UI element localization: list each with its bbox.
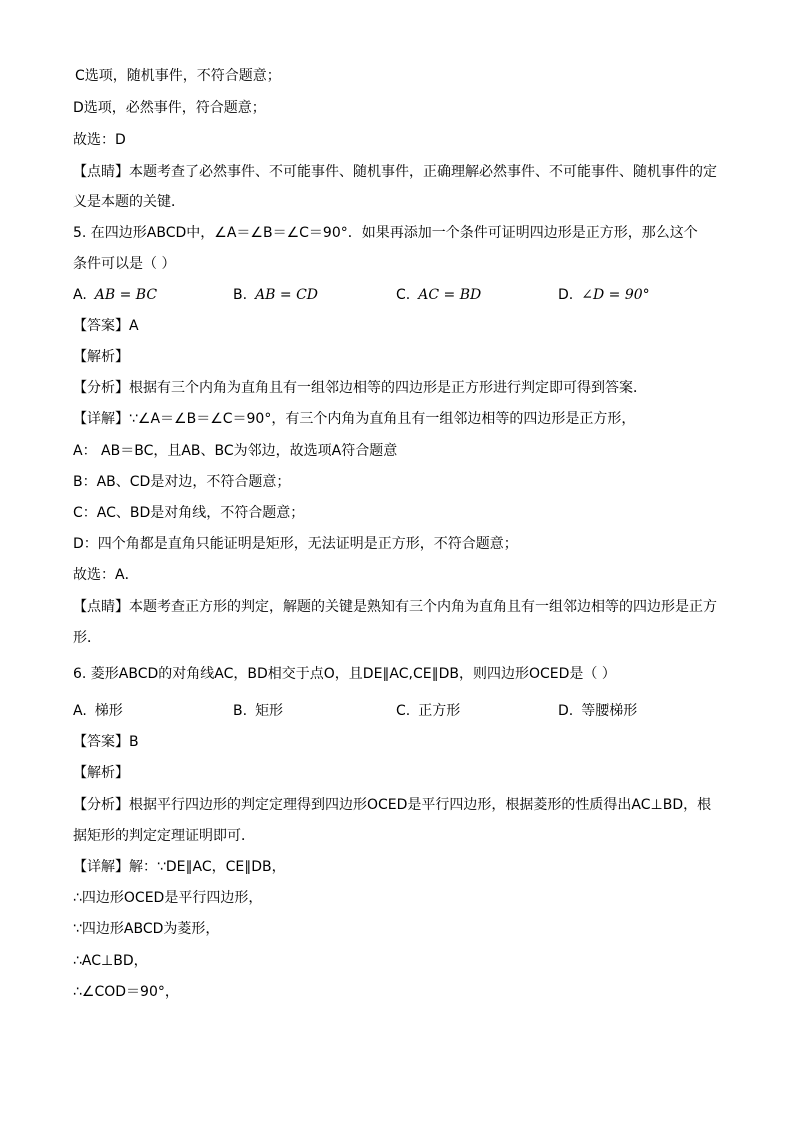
question-6-options: [73, 701, 733, 721]
question-5-line1: 5. 在四边形ABCD中，∠A＝∠B＝∠C＝90°．如果再添加一个条件可证明四边形是正方形，那么这个: [73, 225, 698, 241]
q6-option-c: [396, 701, 460, 721]
comment-previous-line1: 【点睛】本题考查了必然事件、不可能事件、随机事件，正确理解必然事件、不可能事件、随机事件的定: [73, 164, 717, 180]
question-5-options: [73, 285, 733, 305]
q6-option-a: [73, 701, 123, 721]
q5-analysis-heading: 【解析】: [73, 349, 129, 365]
q6-detail: 【详解】解：∵DE∥AC，CE∥DB，: [73, 859, 286, 875]
q5-option-d-text: ∠D = 90°: [581, 287, 650, 303]
q5-option-b: [233, 285, 318, 305]
q6-option-d-label: D.: [558, 703, 574, 719]
q6-analysis-line1: 【分析】根据平行四边形的判定定理得到四边形OCED是平行四边形，根据菱形的性质得出AC⊥BD，根: [73, 797, 712, 813]
q5-detail-a: A： AB＝BC，且AB、BC为邻边，故选项A符合题意: [73, 443, 398, 459]
q6-step-1: ∴四边形OCED是平行四边形，: [73, 890, 263, 906]
q6-analysis-heading: 【解析】: [73, 765, 129, 781]
q5-answer: 【答案】A: [73, 318, 139, 334]
q5-option-a: [73, 285, 157, 305]
q6-answer: 【答案】B: [73, 734, 139, 750]
q5-option-d: [558, 285, 650, 305]
option-c-explanation: C选项，随机事件，不符合题意；: [75, 68, 281, 84]
q5-detail-d: D：四个角都是直角只能证明是矩形，无法证明是正方形，不符合题意；: [73, 536, 518, 552]
question-6-line1: 6. 菱形ABCD的对角线AC，BD相交于点O，且DE∥AC,CE∥DB，则四边形OCED是（ ）: [73, 666, 616, 682]
q5-detail-b: B：AB、CD是对边，不符合题意；: [73, 474, 291, 490]
q5-option-d-label: D.: [558, 287, 574, 303]
q6-step-4: ∴∠COD＝90°，: [73, 984, 179, 1000]
q6-option-c-label: C.: [396, 703, 411, 719]
q5-option-c-label: C.: [396, 287, 411, 303]
q6-option-d-text: 等腰梯形: [581, 703, 638, 719]
q5-option-b-label: B.: [233, 287, 248, 303]
question-5-line2: 条件可以是（ ）: [73, 256, 176, 272]
q6-option-a-text: 梯形: [94, 703, 123, 719]
q6-step-3: ∴AC⊥BD，: [73, 953, 148, 969]
q5-option-c-text: AC = BD: [418, 287, 482, 303]
q5-detail-c: C：AC、BD是对角线，不符合题意；: [73, 505, 305, 521]
q5-option-a-label: A.: [73, 287, 87, 303]
option-d-explanation: D选项，必然事件，符合题意；: [73, 100, 266, 116]
q5-detail: 【详解】∵∠A＝∠B＝∠C＝90°，有三个内角为直角且有一组邻边相等的四边形是正方形，: [73, 411, 636, 427]
q5-option-a-text: AB = BC: [94, 287, 158, 303]
q5-analysis: 【分析】根据有三个内角为直角且有一组邻边相等的四边形是正方形进行判定即可得到答案．: [73, 380, 647, 396]
q6-analysis-line2: 据矩形的判定定理证明即可．: [73, 828, 255, 844]
q5-option-b-text: AB = CD: [255, 287, 319, 303]
q5-option-c: [396, 285, 481, 305]
q6-option-b-label: B.: [233, 703, 248, 719]
q6-option-b-text: 矩形: [255, 703, 284, 719]
q5-comment-line1: 【点睛】本题考查正方形的判定，解题的关键是熟知有三个内角为直角且有一组邻边相等的四边形是正方: [73, 599, 717, 615]
q6-option-c-text: 正方形: [418, 703, 461, 719]
q6-option-b: [233, 701, 283, 721]
answer-choice-previous: 故选：D: [73, 132, 126, 148]
q5-choice: 故选：A．: [73, 567, 139, 583]
q6-option-a-label: A.: [73, 703, 87, 719]
q5-comment-line2: 形．: [73, 630, 101, 646]
comment-previous-line2: 义是本题的关键．: [73, 194, 185, 210]
q6-option-d: [558, 701, 637, 721]
q6-step-2: ∵四边形ABCD为菱形，: [73, 921, 220, 937]
